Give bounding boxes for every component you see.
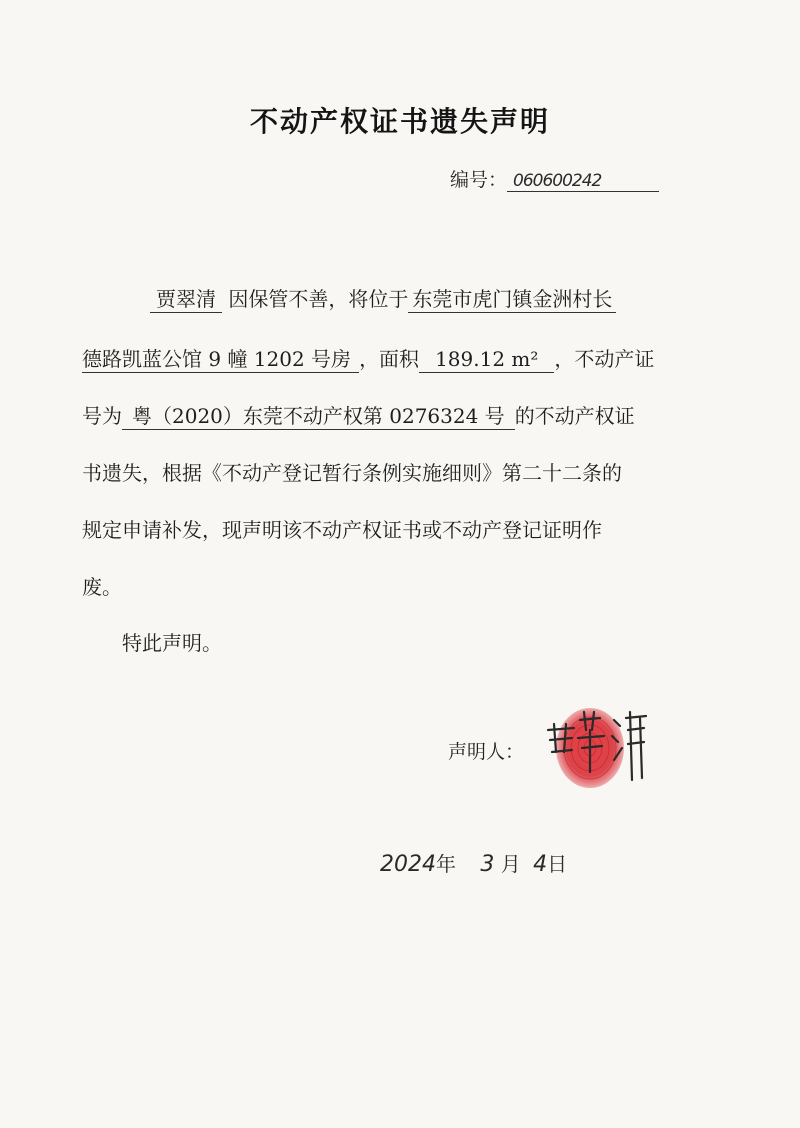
date-day-unit: 日 (547, 852, 568, 876)
body-text-2: ，面积 (359, 347, 420, 371)
document-title: 不动产权证书遗失声明 (249, 105, 550, 138)
serial-number-row (450, 165, 659, 192)
date-year-unit: 年 (436, 852, 456, 876)
date-day: 4 (533, 852, 548, 877)
body-line-6: 废。 (82, 575, 122, 599)
property-area: 189.12 m² (419, 347, 554, 373)
closing-statement: 特此声明。 (122, 631, 222, 655)
property-address-part-1: 东莞市虎门镇金洲村长 (408, 287, 616, 313)
date-year: 2024 (380, 852, 436, 877)
date-month: 3 (480, 852, 495, 877)
certificate-number: 粤（2020）东莞不动产权第 0276324 号 (122, 404, 515, 430)
body-text-5: 的不动产权证 (514, 404, 635, 428)
declaration-date (380, 848, 567, 877)
body-line-4: 书遗失，根据《不动产登记暂行条例实施细则》第二十二条的 (82, 461, 622, 485)
date-month-unit: 月 (500, 852, 521, 876)
body-line-1 (150, 283, 616, 313)
declarant-name: 贾翠清 (150, 287, 222, 313)
body-text-3: ，不动产证 (554, 347, 655, 371)
property-address-part-2: 德路凯蓝公馆 9 幢 1202 号房 (82, 347, 359, 373)
body-text-1: 因保管不善，将位于 (228, 287, 409, 311)
body-line-5: 规定申请补发，现声明该不动产权证书或不动产登记证明作 (82, 518, 602, 542)
serial-number-value: 060600242 (507, 171, 659, 192)
body-line-3 (82, 400, 635, 430)
body-text-4: 号为 (82, 404, 122, 428)
signer-label: 声明人： (448, 741, 525, 763)
fingerprint-seal (530, 690, 660, 800)
body-line-2 (82, 343, 654, 373)
serial-label: 编号： (450, 169, 508, 191)
